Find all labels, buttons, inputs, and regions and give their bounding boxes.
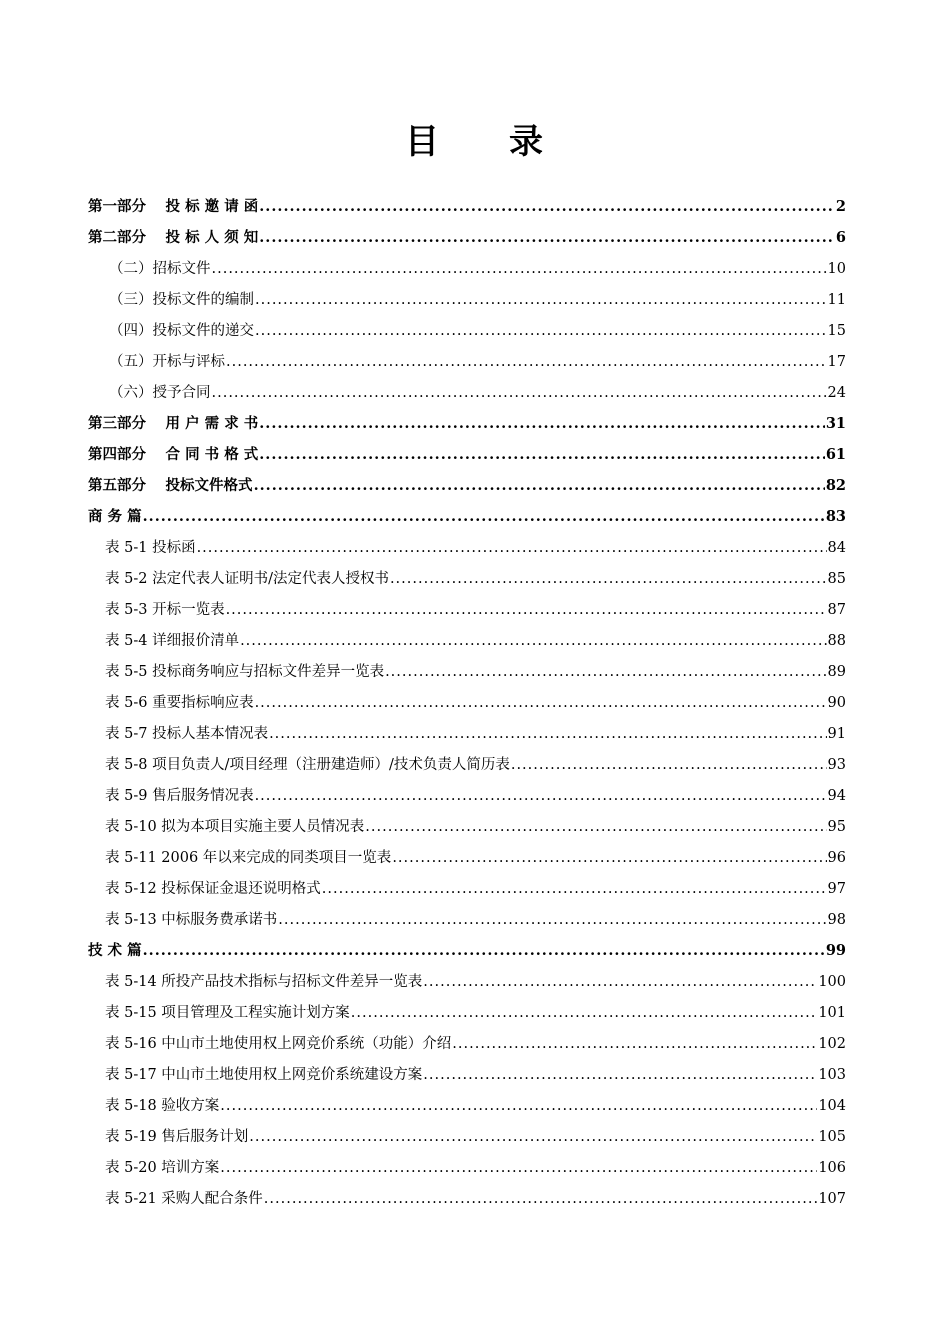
toc-entry-page-number: 106 bbox=[818, 1160, 846, 1176]
toc-entry-label: 技 术 篇 bbox=[88, 942, 142, 959]
toc-entry[interactable] bbox=[88, 217, 846, 248]
dot-leader bbox=[226, 600, 827, 620]
toc-entry-label: 表 5-3 开标一览表 bbox=[105, 602, 225, 618]
toc-entry-label: 表 5-1 投标函 bbox=[105, 540, 196, 556]
toc-entry[interactable] bbox=[88, 186, 846, 217]
toc-entry-page-number: 2 bbox=[835, 198, 846, 215]
toc-entry[interactable] bbox=[105, 1178, 846, 1209]
toc-entry[interactable] bbox=[109, 372, 846, 403]
toc-entry-page-number: 31 bbox=[825, 415, 846, 432]
toc-entry[interactable] bbox=[88, 496, 846, 527]
dot-leader bbox=[390, 569, 827, 589]
toc-entry[interactable] bbox=[105, 589, 846, 620]
dot-leader bbox=[365, 817, 826, 837]
toc-entry[interactable] bbox=[105, 1023, 846, 1054]
toc-entry-label: 第一部分 投 标 邀 请 函 bbox=[88, 198, 259, 215]
toc-entry-page-number: 85 bbox=[827, 571, 846, 587]
toc-entry-label: 商 务 篇 bbox=[88, 508, 142, 525]
toc-entry-label: 第三部分 用 户 需 求 书 bbox=[88, 415, 259, 432]
dot-leader bbox=[255, 290, 827, 310]
toc-entry-page-number: 11 bbox=[827, 292, 846, 308]
toc-entry-label: 表 5-16 中山市土地使用权上网竞价系统（功能）介绍 bbox=[105, 1036, 452, 1052]
toc-entry[interactable] bbox=[109, 248, 846, 279]
toc-entry-label: 第四部分 合 同 书 格 式 bbox=[88, 446, 259, 463]
toc-entry-page-number: 94 bbox=[827, 788, 846, 804]
toc-entry-page-number: 24 bbox=[827, 385, 846, 401]
toc-entry[interactable] bbox=[88, 403, 846, 434]
toc-entry-page-number: 107 bbox=[818, 1191, 846, 1207]
dot-leader bbox=[255, 321, 827, 341]
dot-leader bbox=[423, 1065, 817, 1085]
toc-entry[interactable] bbox=[105, 868, 846, 899]
toc-entry-label: 表 5-18 验收方案 bbox=[105, 1098, 220, 1114]
dot-leader bbox=[511, 755, 827, 775]
toc-entry-label: （五）开标与评标 bbox=[109, 354, 225, 370]
dot-leader bbox=[226, 352, 827, 372]
toc-entry-page-number: 105 bbox=[818, 1129, 846, 1145]
dot-leader bbox=[212, 383, 827, 403]
toc-entry[interactable] bbox=[109, 341, 846, 372]
toc-entry[interactable] bbox=[105, 1147, 846, 1178]
toc-entry-page-number: 101 bbox=[818, 1005, 846, 1021]
toc-entry-label: 表 5-8 项目负责人/项目经理（注册建造师）/技术负责人简历表 bbox=[105, 757, 510, 773]
toc-entry-page-number: 95 bbox=[827, 819, 846, 835]
dot-leader bbox=[259, 197, 835, 217]
toc-entry[interactable] bbox=[105, 558, 846, 589]
toc-entry-label: 表 5-14 所投产品技术指标与招标文件差异一览表 bbox=[105, 974, 423, 990]
toc-entry-label: 表 5-12 投标保证金退还说明格式 bbox=[105, 881, 321, 897]
toc-entry[interactable] bbox=[88, 434, 846, 465]
toc-entry[interactable] bbox=[105, 1054, 846, 1085]
dot-leader bbox=[197, 538, 827, 558]
dot-leader bbox=[452, 1034, 817, 1054]
toc-entry-page-number: 84 bbox=[827, 540, 846, 556]
toc-entry[interactable] bbox=[105, 992, 846, 1023]
toc-entry-page-number: 15 bbox=[827, 323, 846, 339]
toc-entry[interactable] bbox=[105, 682, 846, 713]
toc-entry-label: 表 5-7 投标人基本情况表 bbox=[105, 726, 269, 742]
toc-entry-page-number: 93 bbox=[827, 757, 846, 773]
toc-entry-page-number: 99 bbox=[825, 942, 846, 959]
toc-entry[interactable] bbox=[105, 651, 846, 682]
toc-entry[interactable] bbox=[105, 713, 846, 744]
toc-entry[interactable] bbox=[105, 899, 846, 930]
toc-entry[interactable] bbox=[105, 961, 846, 992]
toc-entry-label: 第五部分 投标文件格式 bbox=[88, 477, 253, 494]
toc-entry-label: 表 5-9 售后服务情况表 bbox=[105, 788, 254, 804]
toc-entry-label: 第二部分 投 标 人 须 知 bbox=[88, 229, 259, 246]
dot-leader bbox=[259, 445, 825, 465]
toc-entry[interactable] bbox=[105, 837, 846, 868]
toc-entry[interactable] bbox=[109, 310, 846, 341]
toc-entry[interactable] bbox=[109, 279, 846, 310]
toc-entry[interactable] bbox=[88, 930, 846, 961]
toc-entry-label: 表 5-13 中标服务费承诺书 bbox=[105, 912, 278, 928]
toc-entry-label: 表 5-2 法定代表人证明书/法定代表人授权书 bbox=[105, 571, 389, 587]
title-char-1: 目 bbox=[405, 122, 441, 162]
dot-leader bbox=[269, 724, 826, 744]
dot-leader bbox=[351, 1003, 818, 1023]
toc-entry[interactable] bbox=[105, 1116, 846, 1147]
toc-entry-label: （三）投标文件的编制 bbox=[109, 292, 254, 308]
toc-entry[interactable] bbox=[105, 744, 846, 775]
toc-entry-label: 表 5-20 培训方案 bbox=[105, 1160, 220, 1176]
dot-leader bbox=[249, 1127, 817, 1147]
toc-entry-page-number: 91 bbox=[827, 726, 846, 742]
dot-leader bbox=[220, 1158, 817, 1178]
dot-leader bbox=[264, 1189, 818, 1209]
toc-entry-page-number: 83 bbox=[825, 508, 846, 525]
toc-entry-page-number: 17 bbox=[827, 354, 846, 370]
toc-entry-page-number: 82 bbox=[825, 477, 846, 494]
toc-entry-label: （六）授予合同 bbox=[109, 385, 211, 401]
toc-entry-label: 表 5-5 投标商务响应与招标文件差异一览表 bbox=[105, 664, 385, 680]
dot-leader bbox=[220, 1096, 817, 1116]
toc-entry[interactable] bbox=[105, 620, 846, 651]
toc-entry-label: 表 5-11 2006 年以来完成的同类项目一览表 bbox=[105, 850, 392, 866]
dot-leader bbox=[278, 910, 826, 930]
toc-entry[interactable] bbox=[105, 806, 846, 837]
toc-entry-page-number: 87 bbox=[827, 602, 846, 618]
toc-entry-label: 表 5-21 采购人配合条件 bbox=[105, 1191, 263, 1207]
dot-leader bbox=[385, 662, 826, 682]
toc-entry-page-number: 102 bbox=[818, 1036, 846, 1052]
toc-entry-page-number: 96 bbox=[827, 850, 846, 866]
title-char-2: 录 bbox=[509, 122, 545, 162]
toc-entry[interactable] bbox=[105, 527, 846, 558]
toc-entry[interactable] bbox=[105, 1085, 846, 1116]
toc-entry-page-number: 89 bbox=[827, 664, 846, 680]
toc-entry-label: （四）投标文件的递交 bbox=[109, 323, 254, 339]
toc-entry-label: 表 5-15 项目管理及工程实施计划方案 bbox=[105, 1005, 350, 1021]
toc-entry-label: 表 5-17 中山市土地使用权上网竞价系统建设方案 bbox=[105, 1067, 423, 1083]
toc-entry-page-number: 61 bbox=[825, 446, 846, 463]
toc-entry-page-number: 97 bbox=[827, 881, 846, 897]
dot-leader bbox=[255, 693, 827, 713]
toc-entry-page-number: 103 bbox=[818, 1067, 846, 1083]
dot-leader bbox=[259, 228, 835, 248]
toc-entry-page-number: 100 bbox=[818, 974, 846, 990]
dot-leader bbox=[143, 507, 825, 527]
toc-entry-page-number: 104 bbox=[818, 1098, 846, 1114]
dot-leader bbox=[322, 879, 827, 899]
page-title bbox=[0, 114, 950, 163]
toc-entry-page-number: 98 bbox=[827, 912, 846, 928]
toc-entry-label: （二）招标文件 bbox=[109, 261, 211, 277]
toc-entry-page-number: 10 bbox=[827, 261, 846, 277]
toc-entry-page-number: 88 bbox=[827, 633, 846, 649]
toc-entry-page-number: 90 bbox=[827, 695, 846, 711]
dot-leader bbox=[255, 786, 827, 806]
toc-entry-label: 表 5-10 拟为本项目实施主要人员情况表 bbox=[105, 819, 365, 835]
toc-entry[interactable] bbox=[105, 775, 846, 806]
toc-entry[interactable] bbox=[88, 465, 846, 496]
dot-leader bbox=[143, 941, 825, 961]
toc-entry-label: 表 5-6 重要指标响应表 bbox=[105, 695, 254, 711]
toc-entry-page-number: 6 bbox=[835, 229, 846, 246]
dot-leader bbox=[392, 848, 826, 868]
dot-leader bbox=[259, 414, 825, 434]
dot-leader bbox=[240, 631, 826, 651]
dot-leader bbox=[254, 476, 825, 496]
dot-leader bbox=[212, 259, 827, 279]
toc-entry-label: 表 5-19 售后服务计划 bbox=[105, 1129, 249, 1145]
toc-entry-label: 表 5-4 详细报价清单 bbox=[105, 633, 240, 649]
dot-leader bbox=[423, 972, 817, 992]
